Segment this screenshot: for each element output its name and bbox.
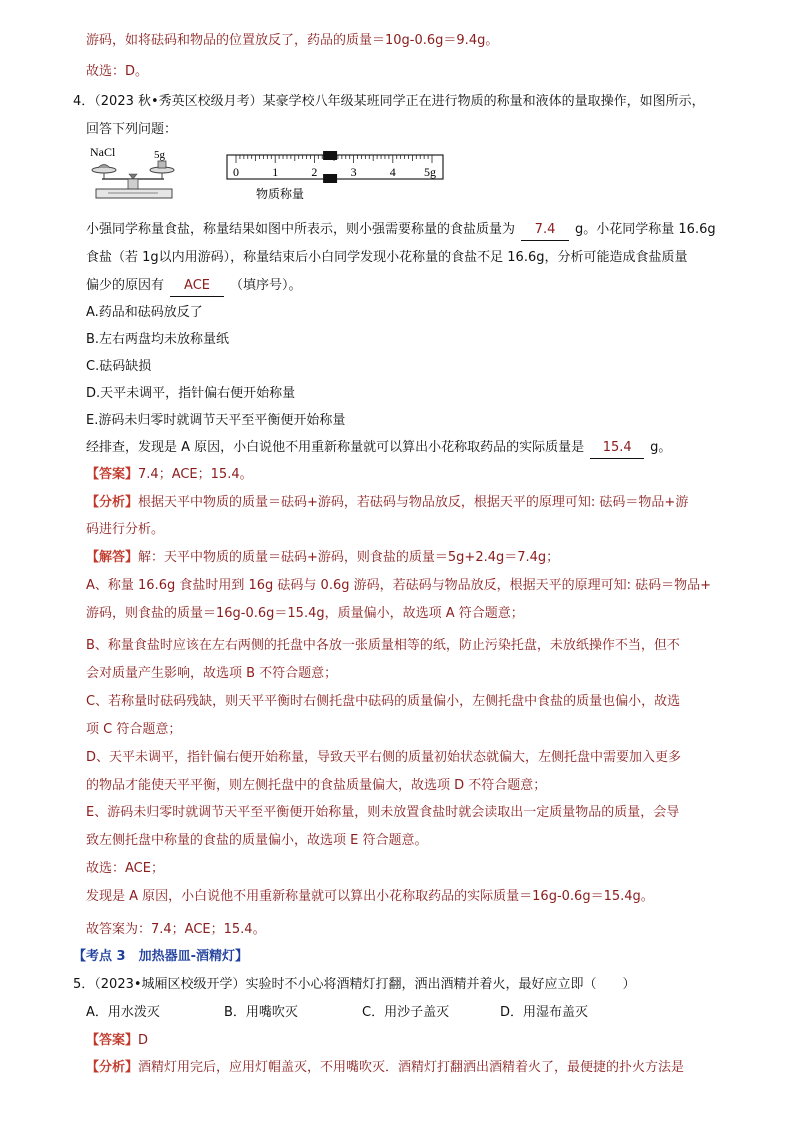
q4-sol-a2: 游码，则食盐的质量＝16g-0.6g＝15.4g，质量偏小，故选项 A 符合题意； [86, 606, 524, 621]
blank-3-answer: 15.4 [590, 438, 644, 459]
q4-analysis: 【分析】根据天平中物质的质量＝砝码+游码，若砝码与物品放反，根据天平的原理可知: 砝码＝物品+游 [86, 495, 689, 510]
q5-analysis: 【分析】酒精灯用完后，应用灯帽盖灭，不用嘴吹灭．酒精灯打翻洒出酒精着火了，最便捷的扑火方法是 [86, 1060, 685, 1075]
q4-sol-b1: B、称量食盐时应该在左右两侧的托盘中各放一张质量相等的纸，防止污染托盘，未放纸操作不当，但不 [86, 638, 680, 653]
q4-stem-line1: 4．（2023 秋•秀英区校级月考）某豪学校八年级某班同学正在进行物质的称量和液体的量取操作，如图所示， [73, 94, 705, 109]
q4-sol-e2: 致左侧托盘中称量的食盐的质量偏小，故选项 E 符合题意。 [86, 833, 428, 848]
q4-sub2: 偏少的原因有 ACE （填序号）。 [86, 276, 302, 297]
ruler-tick-label: 1 [272, 165, 279, 179]
option-b: B.左右两盘均未放称量纸 [86, 332, 230, 347]
q5-option-d: D．用湿布盖灭 [500, 1005, 589, 1020]
q5-option-b: B．用嘴吹灭 [224, 1005, 298, 1020]
ruler-tick-label: 5g [424, 165, 436, 179]
option-c: C.砝码缺损 [86, 359, 152, 374]
option-a: A.药品和砝码放反了 [86, 305, 203, 320]
ruler-caption: 物质称量 [256, 187, 305, 200]
q5-stem: 5．（2023•城厢区校级开学）实验时不小心将酒精灯打翻，洒出酒精并着火，最好应立即（ ） [73, 977, 636, 992]
q4-analysis-cont: 码进行分析。 [86, 522, 165, 537]
prev-choice: 故选：D。 [86, 64, 149, 79]
q4-sol-b2: 会对质量产生影响，故选项 B 不符合题意； [86, 666, 338, 681]
ruler-tick-label: 2 [311, 165, 318, 179]
q4-sub3: 经排查，发现是 A 原因，小白说他不用重新称量就可以算出小花称取药品的实际质量是 15.4 g。 [86, 438, 671, 459]
rider-ruler-figure [226, 148, 446, 200]
ruler-tick-label: 3 [350, 165, 357, 179]
ruler-tick-label: 0 [233, 165, 239, 179]
q4-final-answer: 故答案为：7.4；ACE；15.4。 [86, 922, 266, 937]
q4-sub1: 小强同学称量食盐，称量结果如图中所表示，则小强需要称量的食盐质量为 7.4 g。小花同学称量 16.6g [86, 220, 716, 241]
ruler-tick-label: 4 [389, 165, 396, 179]
q5-option-a: A．用水泼灭 [86, 1005, 160, 1020]
weight-label: 5g [154, 149, 165, 161]
q5-answer: 【答案】D [86, 1033, 149, 1048]
q4-solution: 【解答】解：天平中物质的质量＝砝码+游码，则食盐的质量＝5g+2.4g＝7.4g； [86, 550, 560, 565]
blank-1-answer: 7.4 [521, 220, 569, 241]
q4-stem-line2: 回答下列问题： [86, 122, 178, 137]
rider-top [323, 151, 337, 160]
q4-sol-c2: 项 C 符合题意； [86, 722, 182, 737]
q5-options [86, 1003, 638, 1023]
q4-sub1-cont: 食盐（若 1g以内用游码），称量结束后小白同学发现小花称量的食盐不足 16.6g，分析可能造成食盐质量 [86, 250, 688, 265]
balance-figure [88, 146, 183, 202]
q4-selection: 故选：ACE； [86, 861, 164, 876]
blank-2-answer: ACE [170, 276, 224, 297]
q4-sol-a1: A、称量 16.6g 食盐时用到 16g 砝码与 0.6g 游码，若砝码与物品放反，根据天平的原理可知: 砝码＝物品+ [86, 578, 712, 593]
prev-explanation: 游码，如将砝码和物品的位置放反了，药品的质量＝10g-0.6g＝9.4g。 [86, 33, 499, 48]
q5-option-c: C．用沙子盖灭 [362, 1005, 450, 1020]
knowledge-point-heading: 【考点 3 加热器皿-酒精灯】 [73, 949, 248, 964]
q4-sol-d2: 的物品才能使天平平衡，则左侧托盘中的食盐质量偏大，故选项 D 不符合题意； [86, 778, 547, 793]
nacl-label: NaCl [90, 146, 116, 159]
q4-sol-e1: E、游码未归零时就调节天平至平衡便开始称量，则未放置食盐时就会读取出一定质量物品的质量，会导 [86, 805, 680, 820]
q4-found: 发现是 A 原因，小白说他不用重新称量就可以算出小花称取药品的实际质量＝16g-0.6g＝15.4g。 [86, 889, 654, 904]
q4-sol-d1: D、天平未调平，指针偏右便开始称量，导致天平右侧的质量初始状态就偏大，左侧托盘中需要加入更多 [86, 750, 682, 765]
option-e: E.游码未归零时就调节天平至平衡便开始称量 [86, 413, 346, 428]
q4-sol-c1: C、若称量时砝码残缺，则天平平衡时右侧托盘中砝码的质量偏小，左侧托盘中食盐的质量也偏小，故选 [86, 694, 681, 709]
q4-answer: 【答案】7.4；ACE；15.4。 [86, 467, 253, 482]
option-d: D.天平未调平，指针偏右便开始称量 [86, 386, 296, 401]
rider-bottom [323, 174, 337, 183]
